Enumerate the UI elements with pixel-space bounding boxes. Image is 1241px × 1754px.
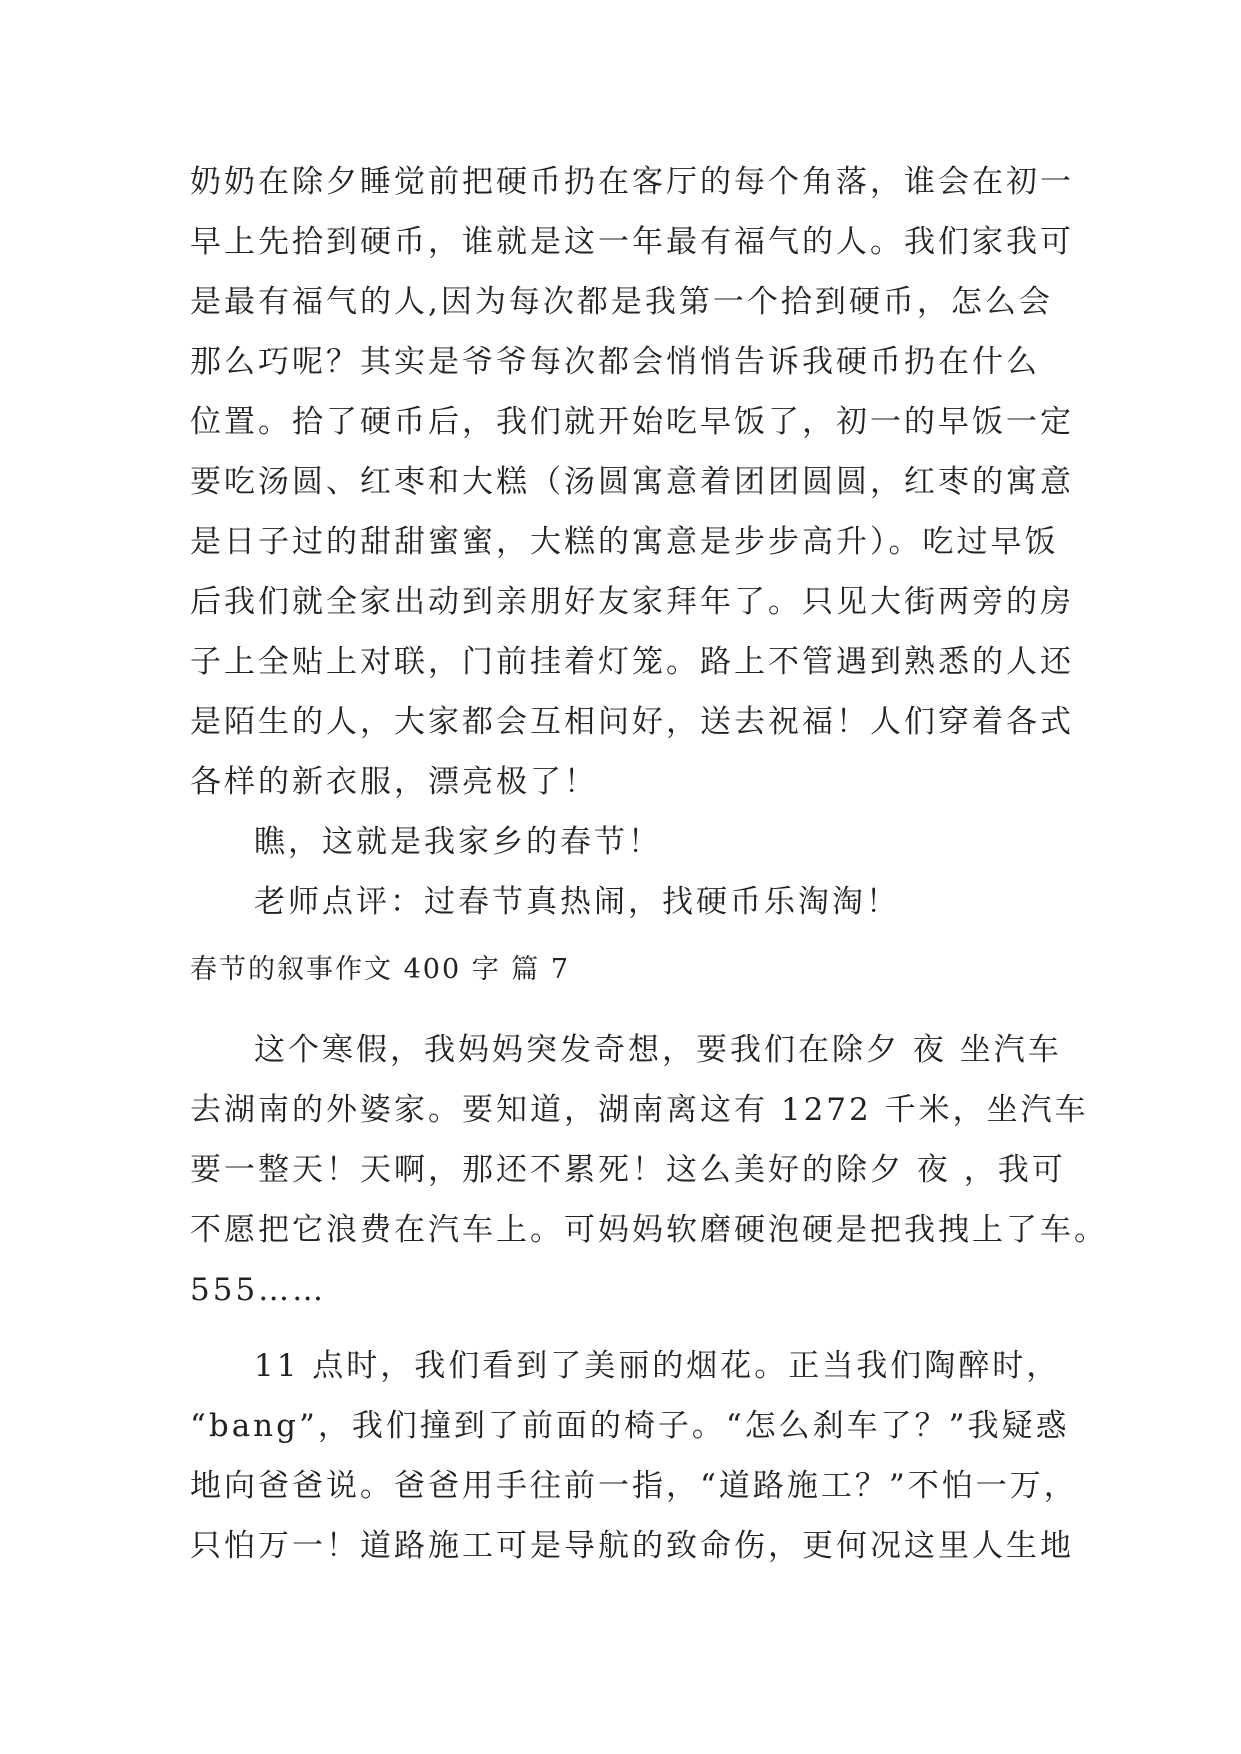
- text-line: 要一整天！天啊，那还不累死！这么美好的除夕 夜 ，我可: [190, 1152, 1066, 1188]
- text-line: “bang”，我们撞到了前面的椅子。“怎么刹车了？”我疑惑: [190, 1408, 1070, 1444]
- text-line: 去湖南的外婆家。要知道，湖南离这有 1272 千米，坐汽车: [190, 1092, 1089, 1128]
- closing-line: 瞧，这就是我家乡的春节！: [254, 824, 662, 860]
- text-line: 不愿把它浪费在汽车上。可妈妈软磨硬泡硬是把我拽上了车。: [190, 1212, 1108, 1248]
- paragraph-spacer: [190, 1320, 1050, 1336]
- text-line: 11 点时，我们看到了美丽的烟花。正当我们陶醉时，: [254, 1348, 1061, 1384]
- text-line: 地向爸爸说。爸爸用手往前一指，“道路施工？”不怕一万，: [190, 1468, 1078, 1504]
- text-line: 早上先拾到硬币，谁就是这一年最有福气的人。我们家我可: [190, 224, 1074, 260]
- text-line: 是日子过的甜甜蜜蜜，大糕的寓意是步步高升）。吃过早饭: [190, 524, 1059, 560]
- text-line: 子上全贴上对联，门前挂着灯笼。路上不管遇到熟悉的人还: [190, 644, 1074, 680]
- text-line: 奶奶在除夕睡觉前把硬币扔在客厅的每个角落，谁会在初一: [190, 164, 1074, 200]
- text-line: 要吃汤圆、红枣和大糕（汤圆寓意着团团圆圆，红枣的寓意: [190, 464, 1074, 500]
- essay-section-continued: [190, 152, 1074, 932]
- teacher-comment: 老师点评：过春节真热闹，找硬币乐淘淘！: [254, 884, 900, 920]
- essay-heading: 春节的叙事作文 400 字 篇 7: [190, 954, 571, 985]
- text-line: 位置。拾了硬币后，我们就开始吃早饭了，初一的早饭一定: [190, 404, 1074, 440]
- text-line: 是最有福气的人,因为每次都是我第一个拾到硬币，怎么会: [190, 284, 1053, 320]
- text-line: 555……: [190, 1272, 327, 1308]
- text-line: 那么巧呢？其实是爷爷每次都会悄悄告诉我硬币扔在什么: [190, 344, 1040, 380]
- text-line: 是陌生的人，大家都会互相问好，送去祝福！人们穿着各式: [190, 704, 1074, 740]
- text-line: 这个寒假，我妈妈突发奇想，要我们在除夕 夜 坐汽车: [254, 1032, 1062, 1068]
- text-line: 各样的新衣服，漂亮极了！: [190, 764, 598, 800]
- text-line: 只怕万一！道路施工可是导航的致命伤，更何况这里人生地: [190, 1528, 1074, 1564]
- essay-section-7: [190, 1020, 1108, 1576]
- text-line: 后我们就全家出动到亲朋好友家拜年了。只见大街两旁的房: [190, 584, 1074, 620]
